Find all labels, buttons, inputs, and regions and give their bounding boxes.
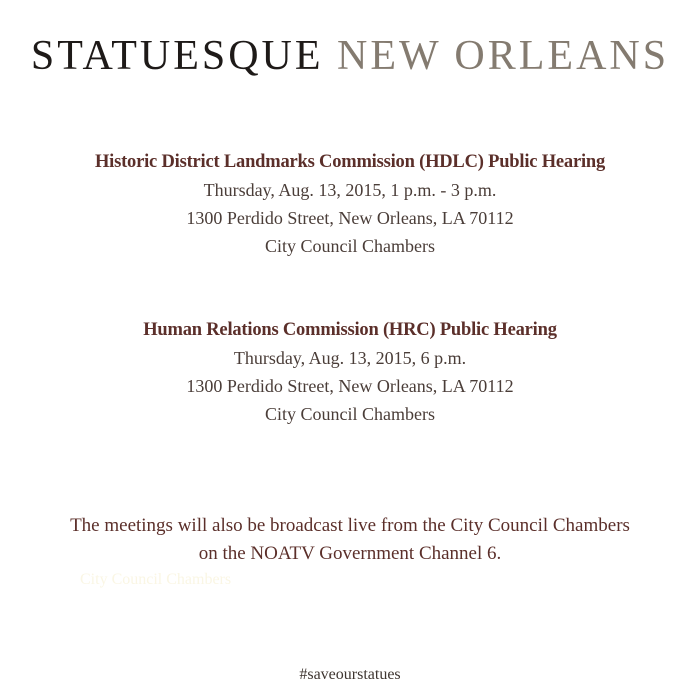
broadcast-notice — [0, 512, 700, 568]
event-datetime: Thursday, Aug. 13, 2015, 1 p.m. - 3 p.m. — [203, 180, 497, 200]
event-datetime: Thursday, Aug. 13, 2015, 6 p.m. — [233, 348, 467, 368]
event-address: 1300 Perdido Street, New Orleans, LA 70112 — [186, 376, 514, 396]
masthead-primary-word: STATUESQUE — [30, 33, 324, 79]
hashtag: #saveourstatues — [299, 666, 401, 683]
event-venue: City Council Chambers — [265, 404, 435, 424]
faded-venue-text: City Council Chambers — [80, 571, 232, 588]
event-venue: City Council Chambers — [265, 236, 435, 256]
event-hrc-block — [0, 316, 700, 428]
event-hdlc-block — [0, 148, 700, 260]
broadcast-line-2: on the NOATV Government Channel 6. — [198, 543, 502, 564]
event-address: 1300 Perdido Street, New Orleans, LA 70112 — [186, 208, 514, 228]
event-title: Historic District Landmarks Commission (HDLC) Public Hearing — [94, 152, 606, 172]
event-title: Human Relations Commission (HRC) Public Hearing — [143, 320, 557, 340]
broadcast-line-1: The meetings will also be broadcast live from the City Council Chambers — [70, 515, 630, 536]
masthead-secondary-word: NEW ORLEANS — [337, 33, 670, 79]
masthead-logo — [0, 28, 700, 84]
